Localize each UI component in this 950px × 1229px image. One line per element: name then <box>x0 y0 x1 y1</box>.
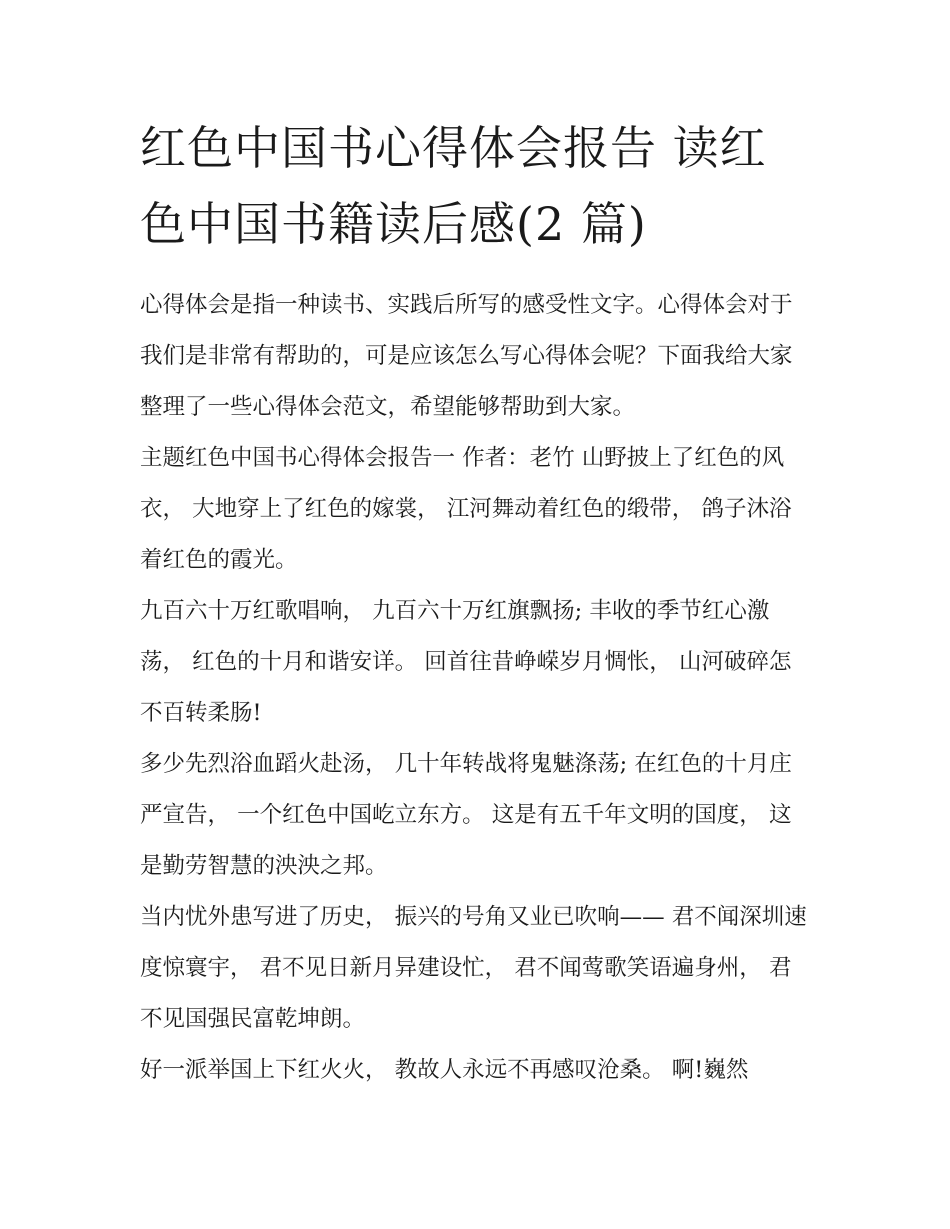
paragraph-revitalization: 当内忧外患写进了历史， 振兴的号角又业已吹响—— 君不闻深圳速度惊寰宇， 君不见日新月异建设忙， 君不闻莺歌笑语遍身州， 君不见国强民富乾坤朗。 <box>140 904 807 1032</box>
document-page <box>140 110 812 1096</box>
document-body <box>140 280 812 1096</box>
paragraph-author-intro: 主题红色中国书心得体会报告一 作者：老竹 山野披上了红色的风衣， 大地穿上了红色的嫁裳， 江河舞动着红色的缎带， 鸽子沐浴着红色的霞光。 <box>140 445 792 573</box>
paragraph-red-songs: 九百六十万红歌唱响， 九百六十万红旗飘扬; 丰收的季节红心激荡， 红色的十月和谐安详。 回首往昔峥嵘岁月惆怅， 山河破碎怎不百转柔肠! <box>140 598 792 726</box>
paragraph-nation: 好一派举国上下红火火， 教故人永远不再感叹沧桑。 啊!巍然 <box>140 1057 749 1083</box>
paragraph-martyrs: 多少先烈浴血蹈火赴汤， 几十年转战将鬼魅涤荡; 在红色的十月庄严宣告， 一个红色中国屹立东方。 这是有五千年文明的国度， 这是勤劳智慧的泱泱之邦。 <box>140 751 792 879</box>
intro-paragraph: 心得体会是指一种读书、实践后所写的感受性文字。心得体会对于我们是非常有帮助的，可是应该怎么写心得体会呢？下面我给大家整理了一些心得体会范文，希望能够帮助到大家。 <box>140 292 793 420</box>
document-title: 红色中国书心得体会报告 读红色中国书籍读后感(2 篇) <box>140 121 767 251</box>
